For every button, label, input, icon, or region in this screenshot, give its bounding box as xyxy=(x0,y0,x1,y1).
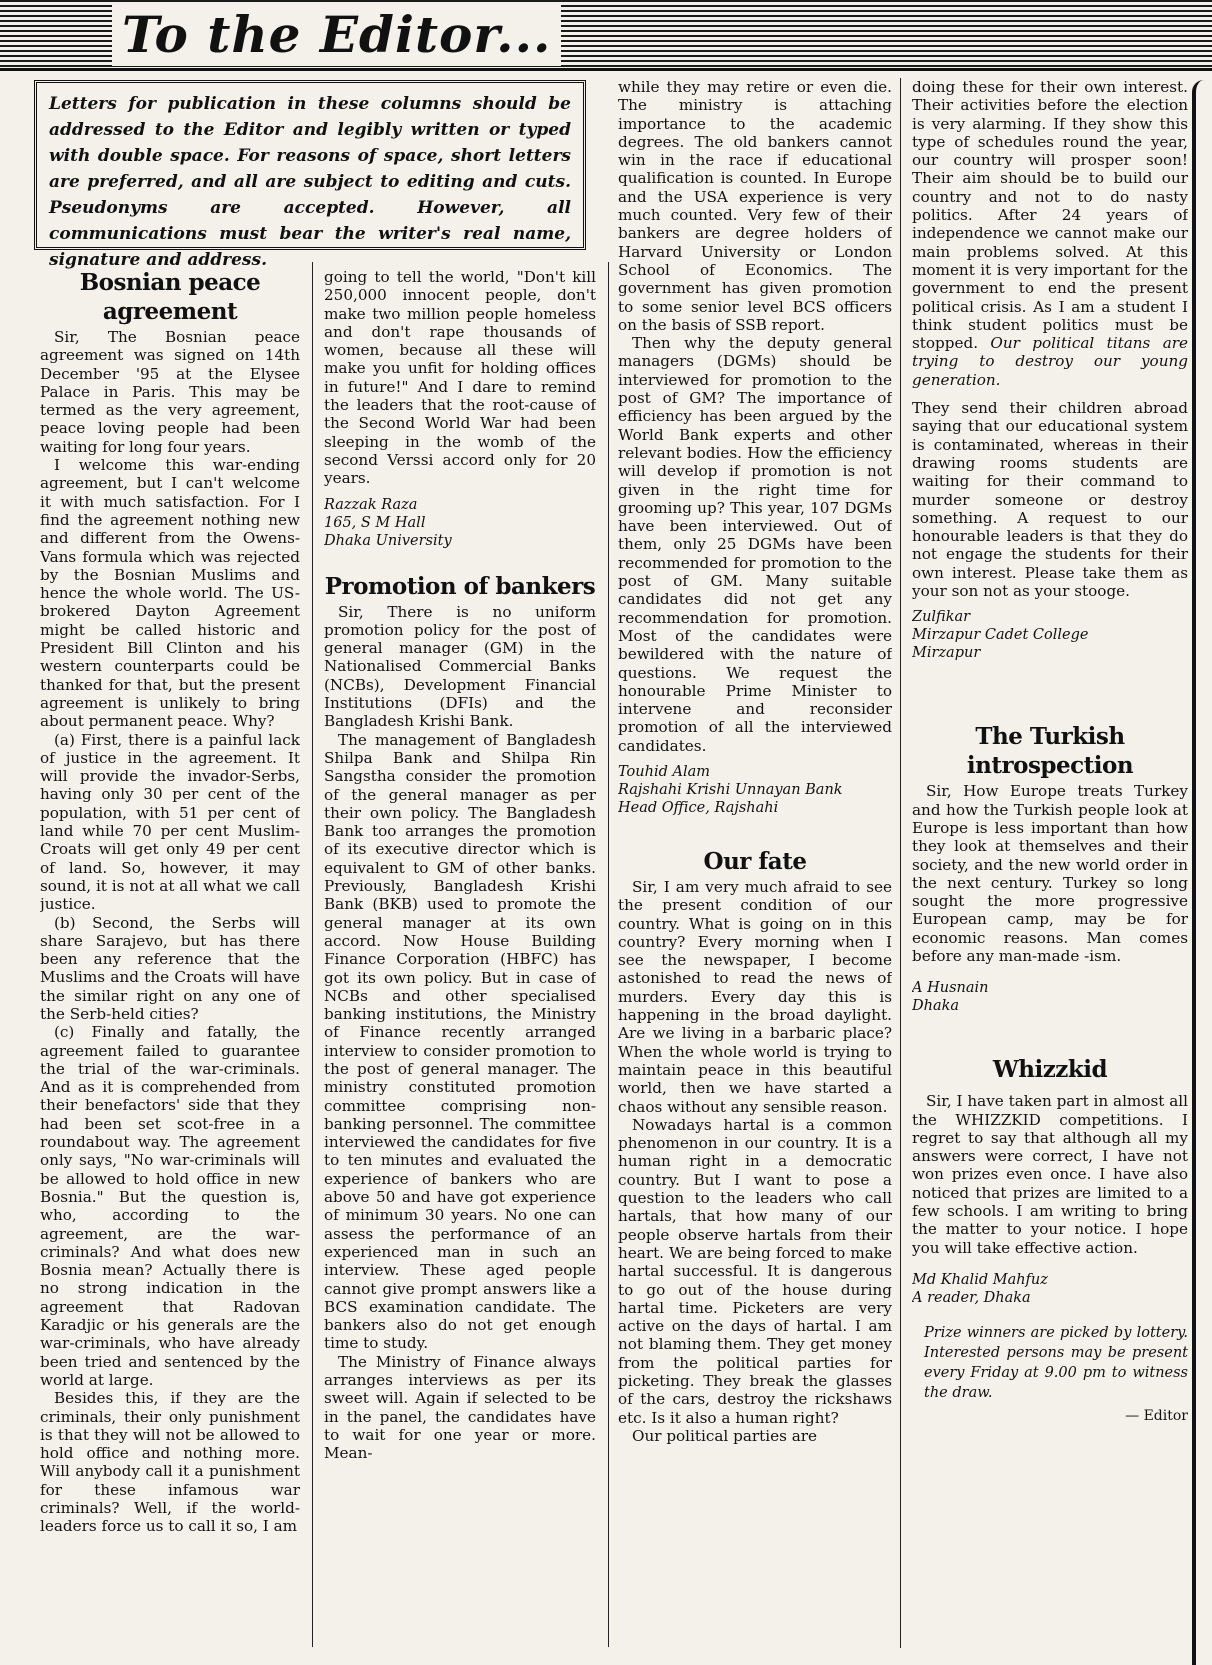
editor-note: Prize winners are picked by lottery. Interested persons may be present every Friday at 9.00 pm to witness the draw. xyxy=(924,1324,1188,1401)
column-2 xyxy=(324,268,596,1658)
letter-paragraph: Nowadays hartal is a common phenomenon in our country. It is a human right in a democratic country. But I want to pose a question to the leaders who call hartals, that how many of our people observe hartals from their heart. We are being forced to make hartal successful. It is dangerous to go out of the house during hartal time. Picketers are very active on the days of hartal. I am not blaming them. They get money from the political parties for picketing. They break the glasses of the cars, destroy the rickshaws etc. Is it also a human right? xyxy=(618,1115,892,1427)
column-rule xyxy=(312,262,313,1647)
letter-paragraph: I welcome this war-ending agreement, but I can't welcome it with much satisfaction. For I find the agreement nothing new and different from the Owens-Vans formula which was rejected by the Bosnian Muslims and hence the whole world. The US-brokered Dayton Agreement might be called historic and President Bill Clinton and his western counterparts could be thanked for that, but the present agreement is unlikely to bring about permanent peace. Why? xyxy=(40,456,300,731)
letter-paragraph: They send their children abroad saying that our educational system is contaminated, whereas in their drawing rooms students are waiting for their command to murder someone or destroy something. A request to our honourable leaders is that they do not engage the students for their own interest. Please take them as your son not as your stooge. xyxy=(912,399,1188,601)
signature-name: A Husnain xyxy=(912,980,989,997)
signature-name: Touhid Alam xyxy=(618,763,710,780)
signature-name: Razzak Raza xyxy=(324,496,418,513)
letter-paragraph: The management of Bangladesh Shilpa Bank and Shilpa Rin Sangstha consider the promotion of the general manager as per their own policy. The Bangladesh Bank too arranges the promotion of its executive director which is equivalent to GM of other banks. Previously, Bangladesh Krishi Bank (BKB) used to promote the general manager at its own accord. Now House Building Finance Corporation (HBFC) has got its own policy. But in case of NCBs and other specialised banking institutions, the Ministry of Finance recently arranged interview to consider promotion to the post of general manager. The ministry constituted promotion committee comprising non-banking personnel. The committee interviewed the candidates for five to ten minutes and evaluated the experience of bankers who are above 50 and have got experience of minimum 30 years. No one can assess the performance of an experienced man in such an interview. These aged people cannot give prompt answers like a BCS examination candidate. The bankers also do not get enough time to study. xyxy=(324,730,596,1353)
column-3 xyxy=(618,78,892,1658)
signature-line: Dhaka University xyxy=(324,532,452,549)
signature-block xyxy=(618,763,892,817)
letter-text-italic: Our political titans are trying to destroy our young generation. xyxy=(912,334,1188,389)
signature-line: Head Office, Rajshahi xyxy=(618,799,779,816)
letter-paragraph: Besides this, if they are the criminals, their only punishment is that they will not be allowed to hold office and nothing more. Will anybody call it a punishment for these infamous war criminals? Well, if the world-leaders force us to call it so, I am xyxy=(40,1389,300,1536)
letter-paragraph: Sir, There is no uniform promotion policy for the post of general manager (GM) in the Nationalised Commercial Banks (NCBs), Development Financial Institutions (DFIs) and the Bangladesh Krishi Bank. xyxy=(324,602,596,731)
letter-paragraph: Sir, I am very much afraid to see the present condition of our country. What is going on in this country? Every morning when I see the newspaper, I become astonished to read the news of murders. Every day this is happening in the broad daylight. Are we living in a barbaric place? When the whole world is trying to maintain peace in this beautiful world, then we have started a chaos without any sensible reason. xyxy=(618,877,892,1116)
signature-name: Md Khalid Mahfuz xyxy=(912,1271,1048,1288)
page-edge-bracket xyxy=(1192,80,1212,1665)
section-title: To the Editor... xyxy=(112,4,561,66)
signature-line: Rajshahi Krishi Unnayan Bank xyxy=(618,781,843,798)
headline-fate: Our fate xyxy=(703,847,807,875)
letter-paragraph: (b) Second, the Serbs will share Sarajevo, but has there been any reference that the Muslims and the Croats will have the similar right on any one of the Serb-held cities? xyxy=(40,913,300,1023)
masthead-banner xyxy=(0,0,1212,71)
letter-paragraph: (c) Finally and fatally, the agreement failed to guarantee the trial of the war-criminals. And as it is comprehended from their benefactors' side that they had been set scot-free in a roundabout way. The agreement only says, "No war-criminals will be allowed to hold office in new Bosnia." But the question is, who, according to the agreement, are the war-criminals? And what does new Bosnia mean? Actually there is no strong indication in the agreement that Radovan Karadjic or his generals are the war-criminals, who have already been tried and sentenced by the world at large. xyxy=(40,1023,300,1389)
signature-block xyxy=(912,979,1188,1015)
signature-line: A reader, Dhaka xyxy=(912,1289,1031,1306)
signature-line: Dhaka xyxy=(912,998,960,1015)
letter-paragraph: Sir, I have taken part in almost all the WHIZZKID competitions. I regret to say that although all my answers were correct, I have not won prizes even once. I have also noticed that prizes are limited to a few schools. I am writing to bring the matter to your notice. I hope you will take effective action. xyxy=(912,1092,1188,1257)
column-4 xyxy=(912,78,1188,1658)
column-rule xyxy=(900,78,901,1648)
signature-line: 165, S M Hall xyxy=(324,514,426,531)
signature-block xyxy=(324,496,596,550)
letter-paragraph: Sir, How Europe treats Turkey and how the Turkish people look at Europe is less important than how they look at themselves and their society, and the new world order in the next century. Turkey so long sought the more progressive European camp, may be for economic reasons. Man comes before any man-made -ism. xyxy=(912,782,1188,965)
signature-line: Mirzapur Cadet College xyxy=(912,627,1089,644)
column-1 xyxy=(40,268,300,1658)
editor-signoff: — Editor xyxy=(1125,1407,1188,1424)
letter-paragraph: Then why the deputy general managers (DGMs) should be interviewed for promotion to the post of GM? The importance of efficiency has been argued by the World Bank experts and other relevant bodies. How the efficiency will develop if promotion is not given in the right time for grooming up? This year, 107 DGMs have been interviewed. Out of them, only 25 DGMs have been recommended for promotion to the post of GM. Many suitable candidates did not get any recommendation for promotion. Most of the candidates were bewildered with the nature of questions. We request the honourable Prime Minister to intervene and reconsider promotion of all the interviewed candidates. xyxy=(618,334,892,755)
headline-turkish: The Turkish introspection xyxy=(966,723,1134,780)
letter-paragraph xyxy=(912,78,1188,389)
letter-paragraph: The Ministry of Finance always arranges interviews as per its sweet will. Again if selected to be in the panel, the candidates have to wait for one year or more. Mean- xyxy=(324,1352,596,1463)
letter-paragraph: going to tell the world, "Don't kill 250,000 innocent people, don't make two million people homeless and don't rape thousands of women, because all these will make you unfit for holding offices in future!" And I dare to remind the leaders that the root-cause of the Second World War had been sleeping in the womb of the second Verssi accord only for 20 years. xyxy=(324,268,596,488)
signature-block xyxy=(912,608,1188,662)
headline-bosnian: Bosnian peace agreement xyxy=(79,269,261,325)
letter-paragraph: while they may retire or even die. The ministry is attaching importance to the academic degrees. The old bankers cannot win in the race if educational qualification is counted. In Europe and the USA experience is very much counted. Very few of their bankers are degree holders of Harvard University or London School of Economics. The government has given promotion to some senior level BCS officers on the basis of SSB report. xyxy=(618,78,892,334)
signature-line: Mirzapur xyxy=(912,645,981,662)
letter-paragraph: Sir, The Bosnian peace agreement was signed on 14th December '95 at the Elysee Palace in Paris. This may be termed as the very agreement, peace loving people had been waiting for long four years. xyxy=(40,328,300,456)
letter-text: doing these for their own interest. Their activities before the election is very alarming. If they show this type of schedules round the year, our country will prosper soon! Their aim should be to build our country and not to do nasty politics. After 24 years of independence we cannot make our main problems solved. At this moment it is very important for the government to end the present political crisis. As I am a student I think student politics must be stopped. xyxy=(912,78,1188,353)
letter-paragraph: Our political parties are xyxy=(632,1426,818,1445)
signature-name: Zulfikar xyxy=(912,609,971,626)
headline-whizzkid: Whizzkid xyxy=(992,1056,1108,1084)
submission-notice: Letters for publication in these columns should be addressed to the Editor and legibly written or typed with double space. For reasons of space, short letters are preferred, and all are subject to editing and cuts. Pseudonyms are accepted. However, all communications must bear the writer's real name, signature and address. xyxy=(34,80,586,250)
signature-block xyxy=(912,1271,1188,1307)
letter-paragraph: (a) First, there is a painful lack of justice in the agreement. It will provide the invador-Serbs, having only 30 per cent of the population, with 51 per cent of land while 70 per cent Muslim-Croats will get only 49 per cent of land. So, however, it may sound, it is not at all what we call justice. xyxy=(40,730,300,914)
column-rule xyxy=(608,262,609,1647)
headline-promotion: Promotion of bankers xyxy=(324,572,596,600)
